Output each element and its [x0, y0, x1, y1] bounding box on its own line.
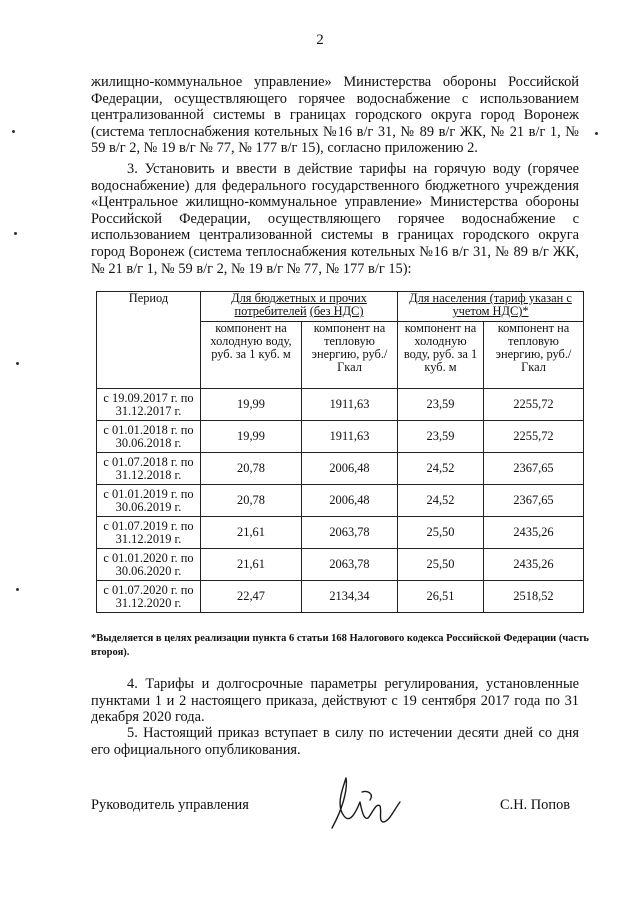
cell-budget-heat: 2134,34	[302, 581, 398, 613]
cell-period: с 01.01.2020 г. по 30.06.2020 г.	[97, 549, 201, 581]
footnote: *Выделяется в целях реализации пункта 6 статьи 168 Налогового кодекса Российской Федерации (часть второя).	[91, 633, 589, 658]
cell-budget-heat: 2063,78	[302, 517, 398, 549]
table-row	[97, 549, 584, 581]
table-row	[97, 421, 584, 453]
scan-speck	[16, 362, 19, 365]
signatory-name: С.Н. Попов	[500, 797, 571, 813]
cell-pop-heat: 2367,65	[484, 485, 584, 517]
cell-period: с 01.01.2019 г. по 30.06.2019 г.	[97, 485, 201, 517]
cell-pop-heat: 2255,72	[484, 421, 584, 453]
cell-pop-heat: 2435,26	[484, 517, 584, 549]
header-budget-group-label: Для бюджетных и прочих потребителей	[231, 291, 367, 318]
cell-pop-cold: 25,50	[398, 517, 484, 549]
cell-budget-heat: 1911,63	[302, 421, 398, 453]
tariff-table	[96, 291, 584, 613]
scan-speck	[12, 130, 15, 133]
scan-speck	[14, 232, 17, 235]
cell-budget-cold: 20,78	[201, 485, 302, 517]
header-population-group	[398, 292, 584, 322]
cell-pop-cold: 26,51	[398, 581, 484, 613]
header-budget-group-note: (без НДС)	[309, 304, 364, 318]
cell-budget-cold: 19,99	[201, 389, 302, 421]
cell-pop-cold: 24,52	[398, 485, 484, 517]
table-row	[97, 581, 584, 613]
table-row	[97, 389, 584, 421]
cell-pop-cold: 23,59	[398, 389, 484, 421]
cell-period: с 19.09.2017 г. по 31.12.2017 г.	[97, 389, 201, 421]
cell-budget-cold: 20,78	[201, 453, 302, 485]
cell-budget-heat: 2006,48	[302, 485, 398, 517]
cell-period: с 01.07.2020 г. по 31.12.2020 г.	[97, 581, 201, 613]
header-budget-heat: компонент на тепловую энергию, руб./Гкал	[302, 322, 398, 389]
header-pop-heat: компонент на тепловую энергию, руб./Гкал	[484, 322, 584, 389]
paragraph-item-5: 5. Настоящий приказ вступает в силу по истечении десяти дней со дня его официального опубликования.	[91, 725, 579, 758]
paragraph-item-4: 4. Тарифы и долгосрочные параметры регулирования, установленные пунктами 1 и 2 настоящего приказа, действуют с 19 сентября 2017 года по 31 декабря 2020 года.	[91, 676, 579, 726]
cell-period: с 01.07.2019 г. по 31.12.2019 г.	[97, 517, 201, 549]
table-row	[97, 485, 584, 517]
page-number: 2	[316, 32, 324, 48]
table-row	[97, 517, 584, 549]
cell-pop-heat: 2255,72	[484, 389, 584, 421]
table-row	[97, 453, 584, 485]
cell-pop-heat: 2518,52	[484, 581, 584, 613]
header-budget-group	[201, 292, 398, 322]
scan-speck	[595, 132, 598, 135]
cell-pop-cold: 23,59	[398, 421, 484, 453]
cell-pop-cold: 25,50	[398, 549, 484, 581]
header-pop-cold: компонент на холодную воду, руб. за 1 куб. м	[398, 322, 484, 389]
scan-speck	[16, 588, 19, 591]
cell-period: с 01.07.2018 г. по 31.12.2018 г.	[97, 453, 201, 485]
cell-pop-cold: 24,52	[398, 453, 484, 485]
header-period: Период	[97, 292, 201, 389]
header-population-group-label: Для населения (тариф указан с учетом НДС)*	[409, 291, 572, 318]
cell-budget-cold: 19,99	[201, 421, 302, 453]
cell-budget-cold: 22,47	[201, 581, 302, 613]
cell-pop-heat: 2367,65	[484, 453, 584, 485]
cell-budget-heat: 2063,78	[302, 549, 398, 581]
paragraph-continuation: жилищно-коммунальное управление» Министерства обороны Российской Федерации, осуществляющего горячее водоснабжение с использованием централизованной системы в границах городского округа город Воронеж (система теплоснабжения котельных №16 в/г 31, № 89 в/г ЖК, № 21 в/г 1, № 59 в/г 2, № 19 в/г № 77, № 177 в/г 15), согласно приложению 2.	[91, 74, 579, 157]
cell-budget-cold: 21,61	[201, 517, 302, 549]
cell-budget-heat: 2006,48	[302, 453, 398, 485]
header-budget-cold: компонент на холодную воду, руб. за 1 куб. м	[201, 322, 302, 389]
paragraph-item-3: 3. Установить и ввести в действие тарифы на горячую воду (горячее водоснабжение) для федерального государственного бюджетного учреждения «Центральное жилищно-коммунальное управление» Министерства обороны Российской Федерации, осуществляющего горячее водоснабжение с использованием централизованной системы в границах городского округа город Воронеж (система теплоснабжения котельных №16 в/г 31, № 89 в/г ЖК, № 21 в/г 1, № 59 в/г 2, № 19 в/г № 77, № 177 в/г 15):	[91, 161, 579, 277]
cell-budget-cold: 21,61	[201, 549, 302, 581]
cell-budget-heat: 1911,63	[302, 389, 398, 421]
cell-pop-heat: 2435,26	[484, 549, 584, 581]
cell-period: с 01.01.2018 г. по 30.06.2018 г.	[97, 421, 201, 453]
handwritten-signature	[322, 772, 412, 836]
signatory-title: Руководитель управления	[91, 797, 249, 813]
